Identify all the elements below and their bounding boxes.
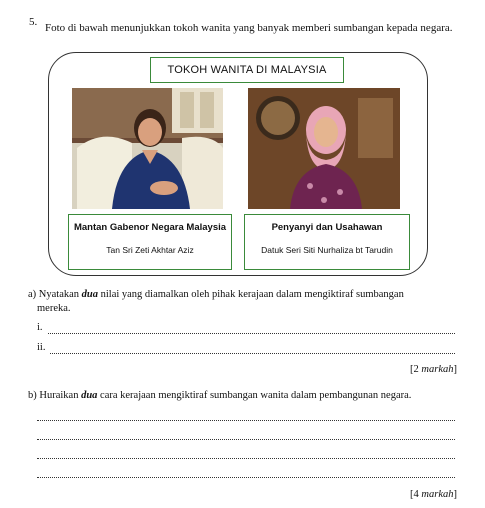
part-a-question: a) Nyatakan dua nilai yang diamalkan oleh pihak kerajaan dalam mengiktiraf sumbangan — [28, 289, 404, 300]
caption-left-name: Tan Sri Zeti Akhtar Aziz — [106, 245, 194, 255]
caption-left-role: Mantan Gabenor Negara Malaysia — [73, 222, 227, 233]
part-a-marks: [2 markah] — [410, 364, 457, 375]
part-b-marks: [4 markah] — [410, 489, 457, 500]
answer-line-a1[interactable] — [48, 333, 455, 334]
question-text: Foto di bawah menunjukkan tokoh wanita yang banyak memberi sumbangan kepada negara. — [45, 22, 453, 34]
answer-line-b2[interactable] — [37, 439, 455, 440]
answer-line-a2[interactable] — [50, 353, 455, 354]
answer-line-b4[interactable] — [37, 477, 455, 478]
panel-title: TOKOH WANITA DI MALAYSIA — [150, 57, 344, 83]
caption-right — [244, 214, 410, 270]
question-number: 5. — [29, 16, 38, 28]
answer-label-i: i. — [37, 322, 43, 333]
answer-line-b1[interactable] — [37, 420, 455, 421]
answer-line-b3[interactable] — [37, 458, 455, 459]
part-b-question: b) Huraikan dua cara kerajaan mengiktiraf sumbangan wanita dalam pembangunan negara. — [28, 390, 412, 401]
caption-right-name: Datuk Seri Siti Nurhaliza bt Tarudin — [261, 245, 393, 255]
caption-left — [68, 214, 232, 270]
answer-label-ii: ii. — [37, 342, 46, 353]
photo-zeti — [72, 88, 223, 209]
photo-siti — [248, 88, 400, 209]
part-a-question-line2: mereka. — [37, 303, 71, 314]
caption-right-role: Penyanyi dan Usahawan — [271, 222, 383, 233]
